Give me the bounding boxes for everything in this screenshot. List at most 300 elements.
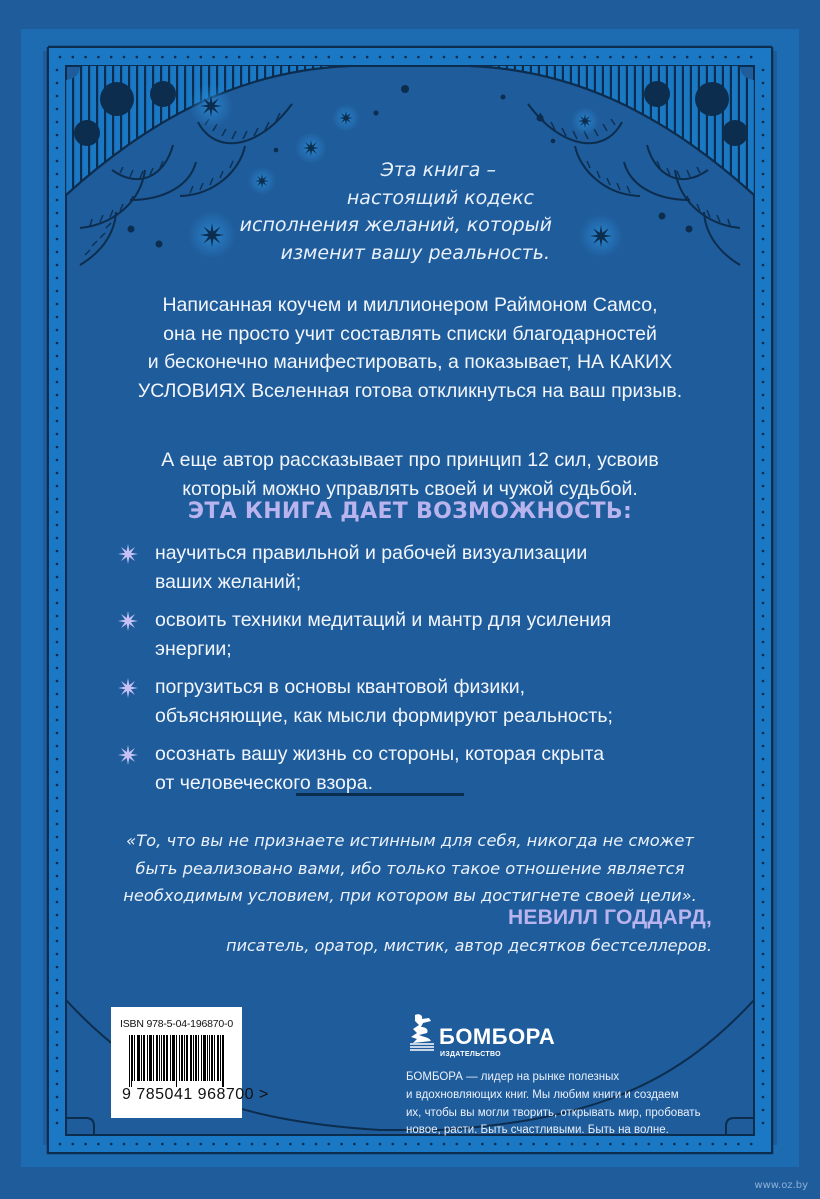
list-item (117, 673, 737, 730)
frame-dot (340, 1143, 343, 1146)
frame-dot (238, 1143, 241, 1146)
frame-dot (762, 732, 765, 735)
frame-dot (558, 1143, 561, 1146)
frame-dot (762, 381, 765, 384)
barcode-bar (217, 1035, 218, 1081)
frame-dot (762, 82, 765, 85)
frame-dot (622, 1143, 625, 1146)
frame-dot (762, 693, 765, 696)
frame-dot (762, 329, 765, 332)
frame-dot (276, 56, 279, 59)
star-bullet-icon (117, 543, 139, 565)
list-item-line: освоить техники медитаций и мантр для усиления (155, 609, 612, 631)
frame-dot (762, 134, 765, 137)
frame-dot (660, 1143, 663, 1146)
frame-dot (762, 563, 765, 566)
frame-dot (56, 1096, 59, 1099)
frame-dot (56, 524, 59, 527)
frame-dot (762, 1044, 765, 1047)
frame-dot (520, 56, 523, 59)
barcode-bar (222, 1035, 223, 1087)
frame-dot (84, 1143, 87, 1146)
frame-dot (56, 641, 59, 644)
barcode-bar (214, 1035, 215, 1081)
frame-dot (443, 56, 446, 59)
frame-dot (136, 56, 139, 59)
barcode-bar (186, 1035, 187, 1081)
frame-dot (148, 1143, 151, 1146)
barcode-bar (138, 1035, 139, 1081)
frame-dot (762, 420, 765, 423)
frame-dot (56, 862, 59, 865)
frame-dot (56, 433, 59, 436)
frame-dot (56, 784, 59, 787)
frame-dot (762, 784, 765, 787)
frame-dot (417, 1143, 420, 1146)
barcode-bar (159, 1035, 160, 1081)
frame-dot (174, 1143, 177, 1146)
paragraph-line: который можно управлять своей и чужой судьбой. (182, 477, 638, 500)
frame-dot (56, 628, 59, 631)
frame-dot (110, 1143, 113, 1146)
frame-dot (545, 1143, 548, 1146)
frame-dot (443, 1143, 446, 1146)
frame-dot (762, 641, 765, 644)
frame-dot (56, 277, 59, 280)
frame-dot (315, 1143, 318, 1146)
frame-dot (392, 1143, 395, 1146)
barcode-bar (156, 1035, 157, 1081)
frame-dot (404, 56, 407, 59)
frame-dot (289, 56, 292, 59)
frame-dot (56, 732, 59, 735)
author-principle-paragraph (80, 446, 740, 503)
benefits-heading: ЭТА КНИГА ДАЕТ ВОЗМОЖНОСТЬ: (187, 499, 633, 524)
frame-dot (762, 69, 765, 72)
frame-dot (56, 550, 59, 553)
barcode-bar (223, 1035, 224, 1087)
frame-dot (56, 368, 59, 371)
frame-dot (56, 1018, 59, 1021)
intro-text (152, 157, 552, 267)
quote-author-description: писатель, оратор, мистик, автор десятков бестселлеров. (226, 936, 712, 955)
divider (296, 793, 464, 796)
frame-dot (762, 303, 765, 306)
frame-dot (762, 862, 765, 865)
frame-dot (276, 1143, 279, 1146)
frame-dot (456, 56, 459, 59)
frame-dot (56, 238, 59, 241)
barcode-bar (184, 1035, 185, 1081)
frame-dot (328, 56, 331, 59)
description-paragraph (80, 291, 740, 405)
frame-dot (762, 849, 765, 852)
watermark: www.oz.by (754, 1180, 808, 1191)
frame-dot (520, 1143, 523, 1146)
frame-dot (762, 1070, 765, 1073)
frame-dot (56, 381, 59, 384)
frame-dot (468, 56, 471, 59)
barcode-bar (198, 1035, 199, 1081)
frame-dot (762, 875, 765, 878)
frame-dot (762, 589, 765, 592)
frame-dot (762, 212, 765, 215)
frame-dot (72, 56, 75, 59)
frame-dot (56, 927, 59, 930)
frame-dot (212, 56, 215, 59)
frame-dot (251, 1143, 254, 1146)
barcode-bar (174, 1035, 175, 1081)
barcode-bar (191, 1035, 192, 1081)
frame-dot (762, 407, 765, 410)
frame-dot (148, 56, 151, 59)
frame-dot (315, 56, 318, 59)
frame-dot (762, 719, 765, 722)
frame-dot (494, 1143, 497, 1146)
frame-dot (174, 56, 177, 59)
frame-dot (56, 654, 59, 657)
frame-dot (56, 1005, 59, 1008)
frame-dot (56, 511, 59, 514)
frame-dot (161, 56, 164, 59)
barcode-bar (151, 1035, 152, 1081)
barcode-bar (147, 1035, 148, 1081)
barcode-bar (218, 1035, 219, 1081)
frame-dot (762, 1109, 765, 1112)
frame-dot (56, 745, 59, 748)
frame-dot (571, 1143, 574, 1146)
barcode-bar (163, 1035, 164, 1081)
frame-dot (762, 498, 765, 501)
frame-dot (238, 56, 241, 59)
barcode-bar (220, 1035, 221, 1081)
frame-dot (737, 1143, 740, 1146)
frame-dot (584, 56, 587, 59)
frame-dot (762, 485, 765, 488)
frame-dot (724, 1143, 727, 1146)
frame-dot (712, 1143, 715, 1146)
frame-dot (762, 459, 765, 462)
bombora-logo-icon (407, 1013, 437, 1053)
frame-dot (56, 693, 59, 696)
frame-dot (762, 550, 765, 553)
frame-dot (750, 56, 753, 59)
star-icon (578, 114, 592, 128)
frame-dot (762, 316, 765, 319)
barcode-bar (170, 1035, 171, 1081)
frame-dot (97, 1143, 100, 1146)
list-item-line: осознать вашу жизнь со стороны, которая скрыта (155, 743, 605, 765)
intro-line: Эта книга – (380, 159, 496, 181)
frame-dot (762, 680, 765, 683)
frame-dot (762, 706, 765, 709)
frame-dot (762, 238, 765, 241)
frame-dot (56, 407, 59, 410)
frame-dot (635, 56, 638, 59)
frame-dot (762, 225, 765, 228)
publisher-description (406, 1069, 701, 1140)
barcode-bar (176, 1035, 177, 1087)
benefits-list (117, 539, 737, 807)
intro-line: изменит вашу реальность. (280, 241, 550, 264)
frame-dot (545, 56, 548, 59)
frame-dot (609, 1143, 612, 1146)
list-item (117, 606, 737, 663)
star-bullet-icon (117, 610, 139, 632)
frame-dot (264, 1143, 267, 1146)
list-item-line: объясняющие, как мысли формируют реальность; (155, 704, 613, 727)
frame-dot (56, 303, 59, 306)
frame-dot (72, 1143, 75, 1146)
barcode-bar (153, 1035, 154, 1081)
quote-line: быть реализовано вами, ибо только такое отношение является (135, 858, 685, 878)
frame-dot (379, 1143, 382, 1146)
frame-dot (225, 1143, 228, 1146)
frame-dot (699, 1143, 702, 1146)
frame-dot (56, 342, 59, 345)
frame-dot (56, 810, 59, 813)
barcode-bar (195, 1035, 196, 1081)
frame-dot (762, 108, 765, 111)
publisher-line: новое, расти. Быть счастливыми. Быть на волне. (406, 1124, 669, 1137)
frame-dot (762, 745, 765, 748)
frame-dot (56, 615, 59, 618)
frame-dot (762, 901, 765, 904)
publisher-line: и вдохновляющих книг. Мы любим книги и создаем (406, 1088, 679, 1101)
frame-dot (762, 160, 765, 163)
frame-dot (56, 1057, 59, 1060)
frame-dot (353, 1143, 356, 1146)
frame-dot (762, 940, 765, 943)
frame-dot (123, 56, 126, 59)
frame-dot (56, 1109, 59, 1112)
frame-dot (56, 901, 59, 904)
frame-dot (56, 953, 59, 956)
frame-dot (84, 56, 87, 59)
frame-dot (686, 1143, 689, 1146)
frame-dot (762, 628, 765, 631)
frame-dot (762, 1083, 765, 1086)
frame-dot (56, 355, 59, 358)
frame-dot (56, 602, 59, 605)
frame-dot (56, 147, 59, 150)
frame-dot (417, 56, 420, 59)
barcode-bar (190, 1035, 191, 1081)
barcode-bar (141, 1035, 142, 1081)
intro-line: настоящий кодекс (346, 186, 534, 209)
frame-dot (673, 56, 676, 59)
frame-dot (762, 602, 765, 605)
frame-dot (110, 56, 113, 59)
barcode-bar (131, 1035, 132, 1087)
barcode-bar (172, 1035, 173, 1081)
frame-dot (56, 95, 59, 98)
frame-dot (56, 823, 59, 826)
frame-dot (762, 771, 765, 774)
barcode (111, 1007, 269, 1118)
publisher-line: их, чтобы вы могли творить, открывать мир, пробовать (406, 1106, 701, 1119)
frame-dot (187, 1143, 190, 1146)
frame-dot (468, 1143, 471, 1146)
frame-dot (56, 914, 59, 917)
frame-dot (712, 56, 715, 59)
isbn-label: ISBN 978-5-04-196870-0 (120, 1018, 233, 1030)
frame-dot (762, 537, 765, 540)
frame-dot (762, 147, 765, 150)
list-item-line: от человеческого взора. (155, 771, 374, 794)
frame-dot (212, 1143, 215, 1146)
frame-dot (571, 56, 574, 59)
frame-dot (762, 355, 765, 358)
frame-dot (762, 615, 765, 618)
frame-dot (56, 1122, 59, 1125)
barcode-bar (182, 1035, 183, 1081)
frame-dot (762, 173, 765, 176)
frame-dot (762, 95, 765, 98)
frame-dot (136, 1143, 139, 1146)
frame-dot (762, 1031, 765, 1034)
frame-dot (762, 1122, 765, 1125)
frame-dot (59, 1143, 62, 1146)
list-item-line: погрузиться в основы квантовой физики, (155, 676, 526, 698)
barcode-bar (211, 1035, 212, 1081)
frame-dot (762, 836, 765, 839)
frame-dot (97, 56, 100, 59)
paragraph-line: УСЛОВИЯХ Вселенная готова откликнуться на ваш призыв. (137, 379, 683, 402)
barcode-bar (139, 1035, 140, 1081)
star-bullet-icon (117, 677, 139, 699)
publisher-subtitle: ИЗДАТЕЛЬСТВО (440, 1051, 501, 1058)
frame-dot (762, 1057, 765, 1060)
frame-dot (762, 888, 765, 891)
frame-dot (762, 953, 765, 956)
barcode-bar (193, 1035, 194, 1081)
barcode-bar (204, 1035, 205, 1081)
frame-dot (481, 56, 484, 59)
frame-dot (56, 121, 59, 124)
frame-dot (507, 1143, 510, 1146)
frame-dot (56, 264, 59, 267)
frame-dot (762, 121, 765, 124)
barcode-bar (134, 1035, 135, 1081)
barcode-digits: 9 785041 968700 > (122, 1086, 269, 1103)
frame-dot (762, 251, 765, 254)
frame-dot (56, 199, 59, 202)
frame-dot (762, 758, 765, 761)
frame-dot (686, 56, 689, 59)
frame-dot (648, 1143, 651, 1146)
paragraph-line: А еще автор рассказывает про принцип 12 сил, усвоив (161, 449, 659, 471)
barcode-bar (212, 1035, 213, 1081)
frame-dot (187, 56, 190, 59)
barcode-bar (181, 1035, 182, 1081)
frame-dot (762, 1096, 765, 1099)
frame-dot (56, 212, 59, 215)
frame-dot (264, 56, 267, 59)
barcode-bar (149, 1035, 150, 1081)
frame-dot (56, 979, 59, 982)
frame-dot (762, 966, 765, 969)
quote-line: «То, что вы не признаете истинным для себя, никогда не сможет (126, 831, 694, 850)
list-item (117, 740, 737, 797)
paragraph-line: и бесконечно манифестировать, а показывает, НА КАКИХ (147, 351, 673, 373)
frame-dot (56, 134, 59, 137)
barcode-bars (129, 1035, 225, 1091)
paragraph-line: Написанная коучем и миллионером Раймоном Самсо, (162, 294, 658, 316)
frame-dot (532, 1143, 535, 1146)
frame-dot (353, 56, 356, 59)
frame-dot (225, 56, 228, 59)
frame-dot (56, 992, 59, 995)
frame-dot (532, 56, 535, 59)
publisher-line: БОМБОРА — лидер на рынке полезных (406, 1071, 620, 1083)
frame-dot (762, 927, 765, 930)
frame-dot (302, 56, 305, 59)
frame-dot (673, 1143, 676, 1146)
frame-dot (584, 1143, 587, 1146)
frame-dot (762, 277, 765, 280)
barcode-bar (203, 1035, 204, 1081)
paragraph-line: она не просто учит составлять списки благодарностей (163, 322, 657, 345)
list-item (117, 539, 737, 596)
barcode-bar (179, 1035, 180, 1081)
barcode-bar (144, 1035, 145, 1081)
frame-dot (56, 251, 59, 254)
frame-dot (648, 56, 651, 59)
list-item-line: научиться правильной и рабочей визуализации (155, 542, 588, 564)
frame-dot (430, 56, 433, 59)
frame-dot (366, 1143, 369, 1146)
barcode-bar (132, 1035, 133, 1081)
barcode-bar (143, 1035, 144, 1081)
frame-dot (762, 797, 765, 800)
frame-dot (56, 173, 59, 176)
barcode-bar (129, 1035, 130, 1087)
frame-dot (762, 979, 765, 982)
frame-dot (762, 368, 765, 371)
frame-dot (558, 56, 561, 59)
frame-dot (56, 160, 59, 163)
frame-dot (56, 394, 59, 397)
barcode-bar (161, 1035, 162, 1081)
frame-dot (56, 537, 59, 540)
frame-dot (724, 56, 727, 59)
barcode-bar (167, 1035, 168, 1081)
frame-dot (328, 1143, 331, 1146)
frame-dot (762, 433, 765, 436)
frame-dot (622, 56, 625, 59)
frame-dot (366, 56, 369, 59)
frame-dot (59, 56, 62, 59)
frame-dot (56, 459, 59, 462)
frame-dot (762, 472, 765, 475)
star-icon (200, 95, 222, 117)
frame-dot (56, 225, 59, 228)
barcode-bar (201, 1035, 202, 1081)
barcode-bar (205, 1035, 206, 1081)
quote-text (100, 827, 720, 910)
frame-dot (56, 771, 59, 774)
frame-dot (762, 264, 765, 267)
frame-dot (56, 420, 59, 423)
frame-dot (762, 446, 765, 449)
star-icon (590, 225, 612, 247)
star-bullet-icon (117, 744, 139, 766)
frame-dot (596, 56, 599, 59)
frame-dot (56, 758, 59, 761)
frame-dot (392, 56, 395, 59)
frame-dot (481, 1143, 484, 1146)
